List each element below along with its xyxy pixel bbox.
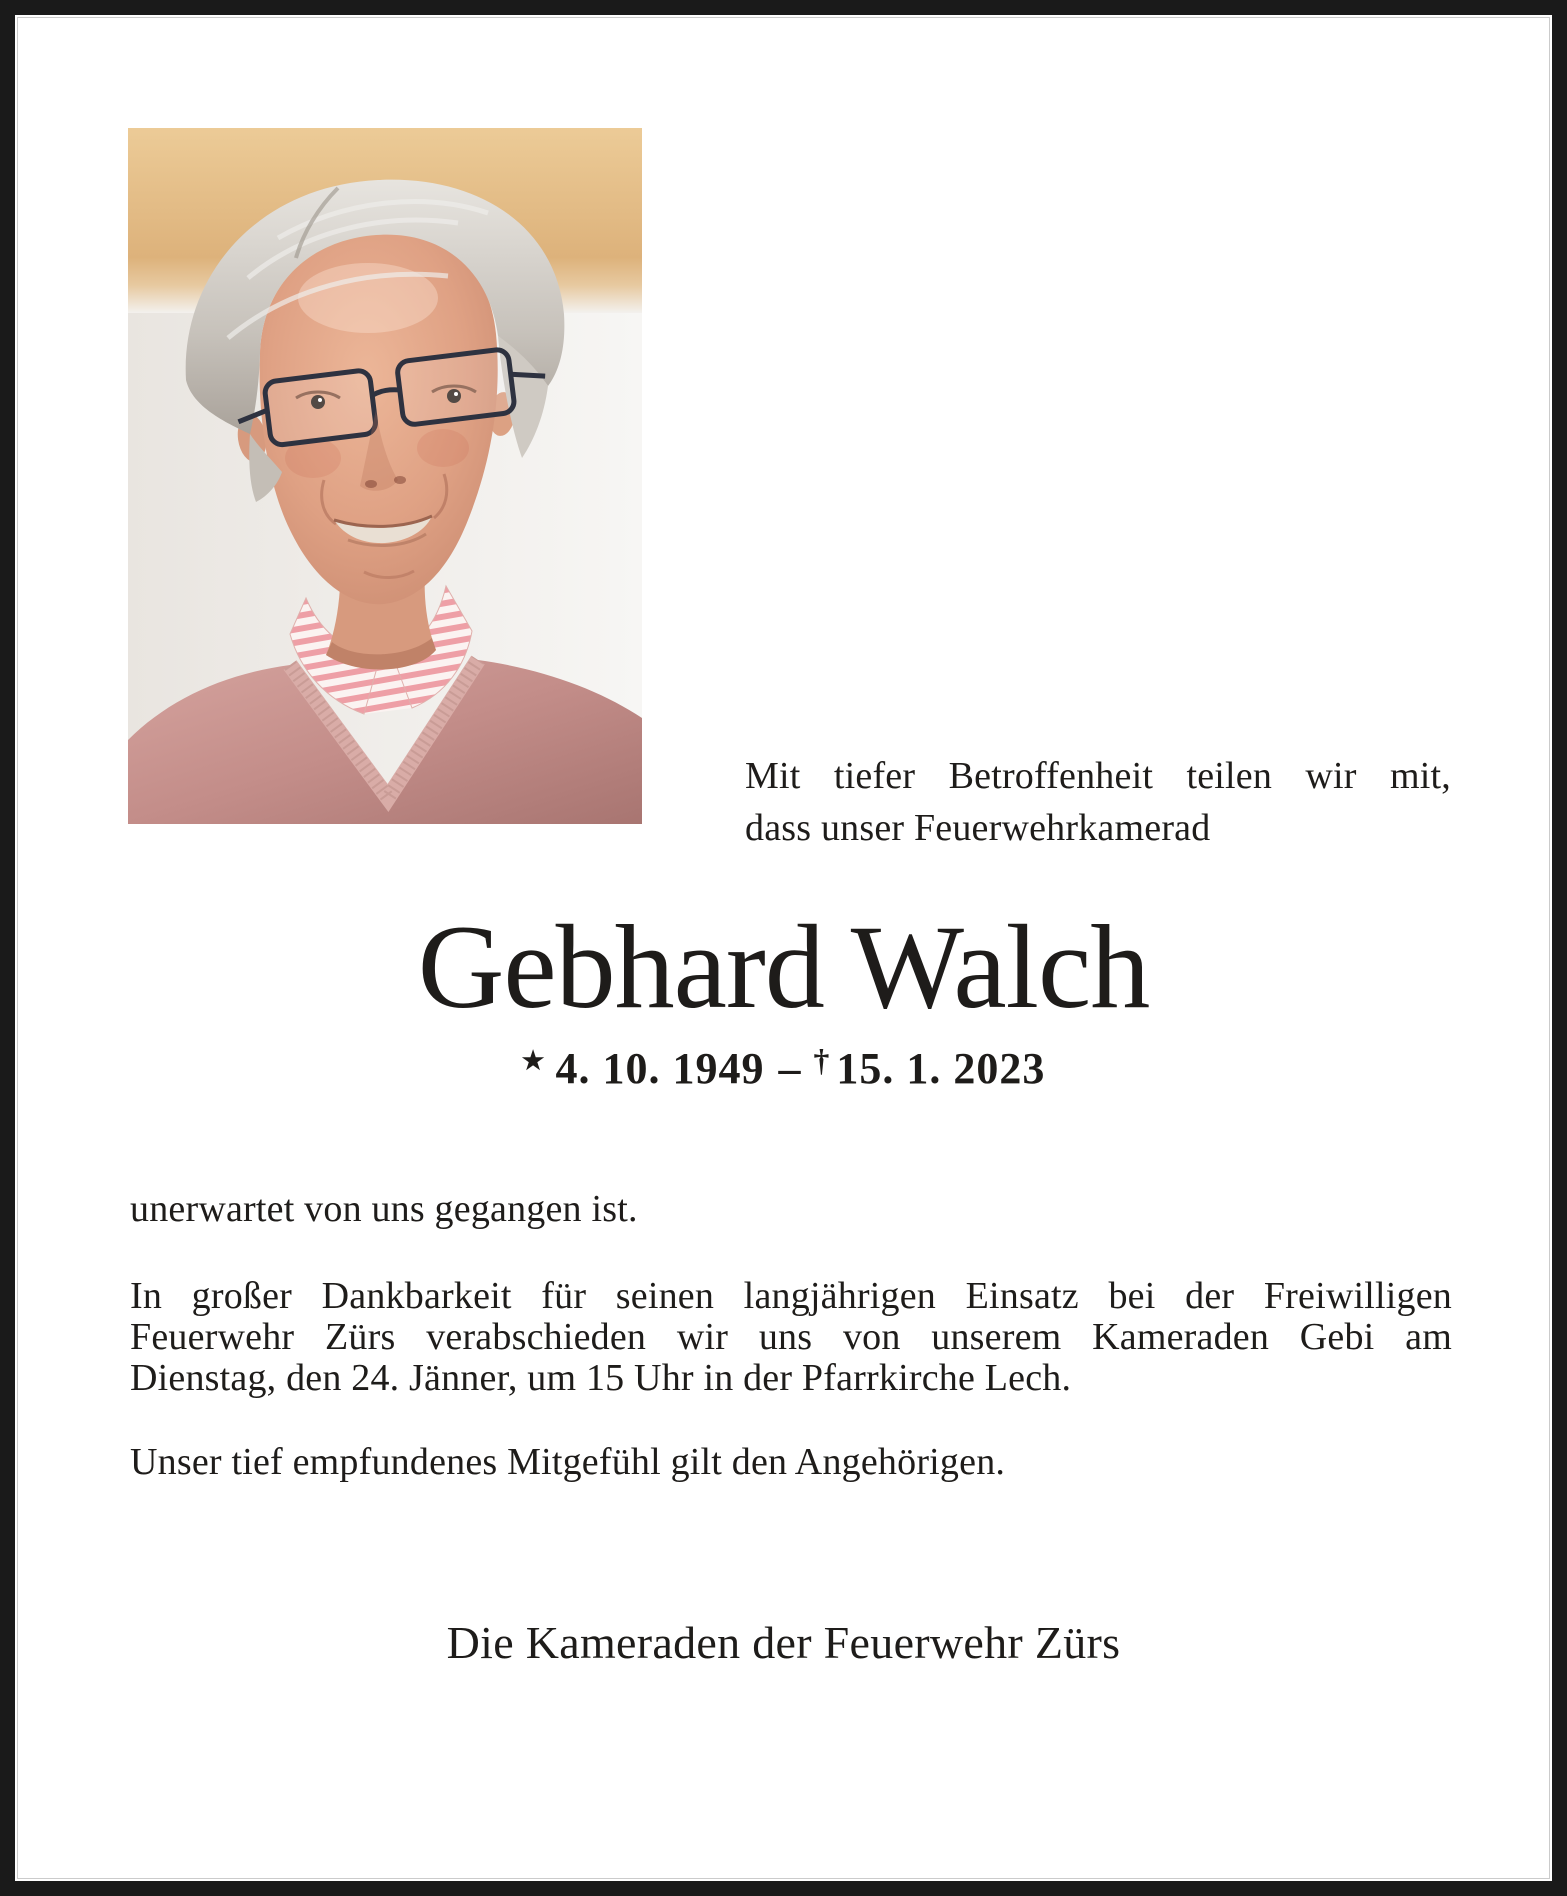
death-cross-icon: † — [813, 1043, 831, 1078]
announcement-line-1: Mit tiefer Betroffenheit teilen wir mit, — [745, 755, 1451, 797]
paragraph-condolence: Unser tief empfundenes Mitgefühl gilt den Angehörigen. — [130, 1441, 1006, 1483]
birth-star-icon: ★ — [521, 1046, 546, 1075]
announcement-text — [745, 750, 1451, 854]
farewell-line-1: In großer Dankbarkeit für seinen langjährigen Einsatz bei der Freiwilligen — [130, 1275, 1452, 1317]
life-dates — [15, 1043, 1552, 1094]
paragraph-farewell — [130, 1276, 1452, 1399]
closing-signature: Die Kameraden der Feuerwehr Zürs — [446, 1617, 1121, 1668]
paragraph-passing: unerwartet von uns gegangen ist. — [130, 1188, 638, 1230]
farewell-line-3: Dienstag, den 24. Jänner, um 15 Uhr in der Pfarrkirche Lech. — [130, 1357, 1072, 1399]
deceased-name: Gebhard Walch — [417, 900, 1150, 1033]
announcement-line-2: dass unser Feuerwehrkamerad — [745, 807, 1211, 849]
farewell-line-2: Feuerwehr Zürs verabschieden wir uns von unserem Kameraden Gebi am — [130, 1316, 1452, 1358]
portrait-photo — [128, 128, 642, 824]
portrait-illustration — [128, 128, 642, 824]
death-date: 15. 1. 2023 — [836, 1044, 1046, 1094]
dates-separator: – — [778, 1044, 802, 1094]
birth-date: 4. 10. 1949 — [555, 1044, 765, 1094]
